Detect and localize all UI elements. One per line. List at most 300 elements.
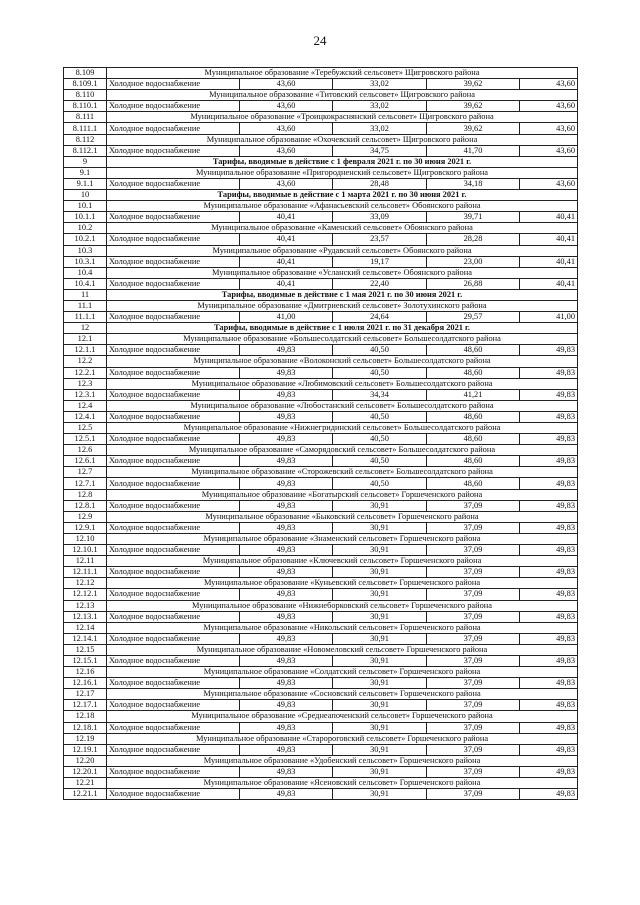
tariff-value-2: 30,91	[333, 744, 427, 755]
tariff-value-2: 30,91	[333, 567, 427, 578]
municipality-title-row	[64, 378, 578, 389]
tariff-value-3: 41,70	[427, 145, 520, 156]
tariff-value-4: 43,60	[520, 145, 578, 156]
table-row	[64, 345, 578, 356]
table-row	[64, 655, 578, 666]
row-number: 11.1.1	[64, 312, 107, 323]
tariff-value-3: 37,09	[427, 744, 520, 755]
municipality-title: Муниципальное образование «Любимовский сельсовет» Большесолдатского района	[107, 378, 578, 389]
tariff-value-4: 49,83	[520, 633, 578, 644]
row-number: 8.110.1	[64, 101, 107, 112]
tariff-value-3: 37,09	[427, 567, 520, 578]
municipality-title: Муниципальное образование «Удобенский сельсовет» Горшеченского района	[107, 755, 578, 766]
municipality-title: Муниципальное образование «Никольский сельсовет» Горшеченского района	[107, 622, 578, 633]
section-header-row	[64, 323, 578, 334]
tariff-value-2: 19,17	[333, 256, 427, 267]
service-name: Холодное водоснабжение	[107, 345, 240, 356]
row-number: 12.12	[64, 578, 107, 589]
table-row	[64, 611, 578, 622]
tariff-value-1: 49,83	[240, 633, 333, 644]
table-row	[64, 212, 578, 223]
municipality-title: Муниципальное образование «Усланский сельсовет» Обоянского района	[107, 267, 578, 278]
tariff-value-2: 40,50	[333, 478, 427, 489]
table-row	[64, 456, 578, 467]
row-number: 12.14.1	[64, 633, 107, 644]
municipality-title-row	[64, 167, 578, 178]
municipality-title: Муниципальное образование «Охочевский сельсовет» Щигровского района	[107, 134, 578, 145]
row-number: 12	[64, 323, 107, 334]
tariff-value-4: 49,83	[520, 567, 578, 578]
table-row	[64, 101, 578, 112]
table-row	[64, 522, 578, 533]
tariff-value-1: 49,83	[240, 522, 333, 533]
tariff-value-2: 40,50	[333, 434, 427, 445]
tariff-value-1: 49,83	[240, 567, 333, 578]
municipality-title: Муниципальное образование «Рудавский сельсовет» Обоянского района	[107, 245, 578, 256]
row-number: 12.21.1	[64, 789, 107, 800]
table-row	[64, 722, 578, 733]
tariff-value-1: 49,83	[240, 434, 333, 445]
tariff-value-3: 23,00	[427, 256, 520, 267]
tariff-value-4: 49,83	[520, 611, 578, 622]
tariff-value-2: 40,50	[333, 456, 427, 467]
tariff-value-3: 34,18	[427, 178, 520, 189]
municipality-title-row	[64, 733, 578, 744]
tariff-value-3: 37,09	[427, 700, 520, 711]
service-name: Холодное водоснабжение	[107, 256, 240, 267]
tariff-value-4: 49,83	[520, 389, 578, 400]
service-name: Холодное водоснабжение	[107, 500, 240, 511]
row-number: 12.6.1	[64, 456, 107, 467]
municipality-title-row	[64, 778, 578, 789]
service-name: Холодное водоснабжение	[107, 389, 240, 400]
municipality-title-row	[64, 578, 578, 589]
municipality-title-row	[64, 511, 578, 522]
row-number: 9.1	[64, 167, 107, 178]
tariff-value-4: 49,83	[520, 411, 578, 422]
row-number: 10.1	[64, 201, 107, 212]
tariff-value-2: 30,91	[333, 655, 427, 666]
section-header-row	[64, 190, 578, 201]
municipality-title: Муниципальное образование «Сторожевский сельсовет» Большесолдатского района	[107, 467, 578, 478]
table-row	[64, 766, 578, 777]
tariff-value-1: 49,83	[240, 456, 333, 467]
tariff-value-2: 30,91	[333, 700, 427, 711]
row-number: 10.1.1	[64, 212, 107, 223]
tariff-value-2: 30,91	[333, 633, 427, 644]
tariff-value-2: 24,64	[333, 312, 427, 323]
municipality-title-row	[64, 556, 578, 567]
tariff-value-4: 49,83	[520, 522, 578, 533]
tariff-value-2: 30,91	[333, 589, 427, 600]
section-title: Тарифы, вводимые в действие с 1 марта 2021 г. по 30 июня 2021 г.	[107, 190, 578, 201]
tariff-value-3: 37,09	[427, 655, 520, 666]
row-number: 8.111	[64, 112, 107, 123]
tariff-value-3: 48,60	[427, 478, 520, 489]
row-number: 10.3	[64, 245, 107, 256]
service-name: Холодное водоснабжение	[107, 367, 240, 378]
municipality-title-row	[64, 600, 578, 611]
tariff-value-3: 37,09	[427, 589, 520, 600]
table-row	[64, 500, 578, 511]
tariff-value-2: 33,09	[333, 212, 427, 223]
service-name: Холодное водоснабжение	[107, 145, 240, 156]
service-name: Холодное водоснабжение	[107, 545, 240, 556]
tariff-value-4: 49,83	[520, 722, 578, 733]
row-number: 12.16	[64, 667, 107, 678]
tariff-value-2: 40,50	[333, 367, 427, 378]
municipality-title-row	[64, 667, 578, 678]
tariff-value-1: 49,83	[240, 367, 333, 378]
municipality-title: Муниципальное образование «Дмитриевский сельсовет» Золотухинского района	[107, 300, 578, 311]
table-row	[64, 278, 578, 289]
table-row	[64, 312, 578, 323]
municipality-title: Муниципальное образование «Большесолдатский сельсовет» Большесолдатского района	[107, 334, 578, 345]
row-number: 8.110	[64, 90, 107, 101]
municipality-title-row	[64, 711, 578, 722]
row-number: 12.18	[64, 711, 107, 722]
table-row	[64, 178, 578, 189]
tariff-value-1: 49,83	[240, 655, 333, 666]
tariff-value-1: 49,83	[240, 411, 333, 422]
row-number: 12.19.1	[64, 744, 107, 755]
row-number: 10.2	[64, 223, 107, 234]
tariff-value-3: 37,09	[427, 722, 520, 733]
row-number: 12.9	[64, 511, 107, 522]
section-title: Тарифы, вводимые в действие с 1 февраля 2021 г. по 30 июня 2021 г.	[107, 156, 578, 167]
tariff-value-3: 48,60	[427, 367, 520, 378]
row-number: 12.6	[64, 445, 107, 456]
table-row	[64, 633, 578, 644]
tariff-value-2: 30,91	[333, 678, 427, 689]
tariff-value-2: 30,91	[333, 789, 427, 800]
municipality-title-row	[64, 267, 578, 278]
municipality-title-row	[64, 467, 578, 478]
tariff-value-4: 49,83	[520, 744, 578, 755]
service-name: Холодное водоснабжение	[107, 722, 240, 733]
table-row	[64, 123, 578, 134]
tariff-value-2: 23,57	[333, 234, 427, 245]
service-name: Холодное водоснабжение	[107, 411, 240, 422]
municipality-title-row	[64, 644, 578, 655]
service-name: Холодное водоснабжение	[107, 278, 240, 289]
tariff-value-4: 49,83	[520, 478, 578, 489]
municipality-title-row	[64, 134, 578, 145]
tariff-value-2: 34,75	[333, 145, 427, 156]
tariff-value-2: 30,91	[333, 766, 427, 777]
tariff-value-4: 49,83	[520, 434, 578, 445]
tariff-value-2: 28,48	[333, 178, 427, 189]
tariff-value-2: 30,91	[333, 522, 427, 533]
tariff-value-4: 49,83	[520, 500, 578, 511]
row-number: 8.111.1	[64, 123, 107, 134]
tariff-value-4: 43,60	[520, 123, 578, 134]
row-number: 10.4.1	[64, 278, 107, 289]
tariff-value-1: 41,00	[240, 312, 333, 323]
row-number: 12.8.1	[64, 500, 107, 511]
section-header-row	[64, 289, 578, 300]
table-row	[64, 789, 578, 800]
tariff-value-3: 37,09	[427, 678, 520, 689]
tariff-value-4: 40,41	[520, 256, 578, 267]
tariff-value-4: 49,83	[520, 367, 578, 378]
tariff-value-1: 49,83	[240, 500, 333, 511]
row-number: 10.4	[64, 267, 107, 278]
municipality-title-row	[64, 245, 578, 256]
tariff-value-3: 37,09	[427, 789, 520, 800]
municipality-title-row	[64, 356, 578, 367]
tariff-value-1: 49,83	[240, 700, 333, 711]
row-number: 12.1	[64, 334, 107, 345]
section-title: Тарифы, вводимые в действие с 1 июля 2021 г. по 31 декабря 2021 г.	[107, 323, 578, 334]
row-number: 12.17	[64, 689, 107, 700]
tariff-value-1: 40,41	[240, 256, 333, 267]
municipality-title-row	[64, 334, 578, 345]
tariff-value-3: 37,09	[427, 545, 520, 556]
row-number: 12.14	[64, 622, 107, 633]
table-row	[64, 589, 578, 600]
tariff-value-3: 48,60	[427, 434, 520, 445]
tariff-value-1: 40,41	[240, 278, 333, 289]
service-name: Холодное водоснабжение	[107, 101, 240, 112]
table-row	[64, 545, 578, 556]
tariff-value-3: 41,21	[427, 389, 520, 400]
row-number: 12.4.1	[64, 411, 107, 422]
row-number: 12.3	[64, 378, 107, 389]
table-row	[64, 145, 578, 156]
municipality-title-row	[64, 489, 578, 500]
tariff-value-2: 30,91	[333, 500, 427, 511]
municipality-title: Муниципальное образование «Любостанский сельсовет» Большесолдатского района	[107, 400, 578, 411]
row-number: 12.8	[64, 489, 107, 500]
row-number: 12.20	[64, 755, 107, 766]
tariff-value-4: 40,41	[520, 212, 578, 223]
row-number: 12.7.1	[64, 478, 107, 489]
row-number: 12.13.1	[64, 611, 107, 622]
service-name: Холодное водоснабжение	[107, 123, 240, 134]
table-row	[64, 234, 578, 245]
municipality-title-row	[64, 622, 578, 633]
tariff-value-4: 49,83	[520, 589, 578, 600]
tariff-value-4: 43,60	[520, 101, 578, 112]
municipality-title-row	[64, 201, 578, 212]
row-number: 11.1	[64, 300, 107, 311]
tariff-value-1: 40,41	[240, 234, 333, 245]
service-name: Холодное водоснабжение	[107, 589, 240, 600]
municipality-title: Муниципальное образование «Ключевский сельсовет» Горшеченского района	[107, 556, 578, 567]
municipality-title-row	[64, 423, 578, 434]
tariff-value-3: 28,28	[427, 234, 520, 245]
tariff-value-4: 40,41	[520, 234, 578, 245]
municipality-title-row	[64, 300, 578, 311]
municipality-title: Муниципальное образование «Нижнегридинский сельсовет» Большесолдатского района	[107, 423, 578, 434]
row-number: 12.10	[64, 533, 107, 544]
service-name: Холодное водоснабжение	[107, 234, 240, 245]
municipality-title: Муниципальное образование «Знаменский сельсовет» Горшеченского района	[107, 533, 578, 544]
row-number: 12.19	[64, 733, 107, 744]
service-name: Холодное водоснабжение	[107, 478, 240, 489]
service-name: Холодное водоснабжение	[107, 678, 240, 689]
tariff-value-1: 49,83	[240, 345, 333, 356]
row-number: 12.18.1	[64, 722, 107, 733]
tariff-value-1: 49,83	[240, 389, 333, 400]
service-name: Холодное водоснабжение	[107, 655, 240, 666]
tariff-value-2: 34,34	[333, 389, 427, 400]
row-number: 12.9.1	[64, 522, 107, 533]
tariff-value-2: 33,02	[333, 79, 427, 90]
row-number: 12.2	[64, 356, 107, 367]
tariff-value-2: 30,91	[333, 545, 427, 556]
municipality-title: Муниципальное образование «Троицкокраснянский сельсовет» Щигровского района	[107, 112, 578, 123]
service-name: Холодное водоснабжение	[107, 178, 240, 189]
tariff-value-2: 40,50	[333, 411, 427, 422]
row-number: 12.17.1	[64, 700, 107, 711]
row-number: 12.3.1	[64, 389, 107, 400]
tariff-value-3: 37,09	[427, 500, 520, 511]
municipality-title: Муниципальное образование «Волоконский сельсовет» Большесолдатского района	[107, 356, 578, 367]
municipality-title: Муниципальное образование «Куньевский сельсовет» Горшеченского района	[107, 578, 578, 589]
tariff-value-4: 49,83	[520, 345, 578, 356]
service-name: Холодное водоснабжение	[107, 744, 240, 755]
tariff-value-4: 43,60	[520, 178, 578, 189]
service-name: Холодное водоснабжение	[107, 766, 240, 777]
row-number: 11	[64, 289, 107, 300]
municipality-title: Муниципальное образование «Солдатский сельсовет» Горшеченского района	[107, 667, 578, 678]
tariff-value-3: 48,60	[427, 345, 520, 356]
tariff-table-body	[64, 68, 578, 800]
row-number: 12.11	[64, 556, 107, 567]
table-row	[64, 478, 578, 489]
row-number: 12.13	[64, 600, 107, 611]
tariff-value-3: 37,09	[427, 633, 520, 644]
row-number: 12.10.1	[64, 545, 107, 556]
tariff-table	[63, 67, 578, 800]
tariff-value-1: 43,60	[240, 123, 333, 134]
service-name: Холодное водоснабжение	[107, 434, 240, 445]
tariff-value-1: 49,83	[240, 766, 333, 777]
municipality-title: Муниципальное образование «Старороговский сельсовет» Горшеченского района	[107, 733, 578, 744]
table-row	[64, 434, 578, 445]
municipality-title: Муниципальное образование «Ясеновский сельсовет» Горшеченского района	[107, 778, 578, 789]
municipality-title-row	[64, 112, 578, 123]
row-number: 12.7	[64, 467, 107, 478]
municipality-title-row	[64, 223, 578, 234]
row-number: 8.112.1	[64, 145, 107, 156]
row-number: 12.2.1	[64, 367, 107, 378]
tariff-value-1: 43,60	[240, 145, 333, 156]
service-name: Холодное водоснабжение	[107, 611, 240, 622]
tariff-value-4: 49,83	[520, 700, 578, 711]
tariff-value-3: 39,71	[427, 212, 520, 223]
service-name: Холодное водоснабжение	[107, 567, 240, 578]
tariff-value-3: 39,62	[427, 79, 520, 90]
municipality-title: Муниципальное образование «Афанасьевский сельсовет» Обоянского района	[107, 201, 578, 212]
tariff-value-1: 49,83	[240, 478, 333, 489]
municipality-title: Муниципальное образование «Теребужский сельсовет» Щигровского района	[107, 68, 578, 79]
municipality-title: Муниципальное образование «Среднеапоченский сельсовет» Горшеченского района	[107, 711, 578, 722]
tariff-value-1: 43,60	[240, 79, 333, 90]
tariff-value-3: 48,60	[427, 411, 520, 422]
tariff-value-4: 41,00	[520, 312, 578, 323]
tariff-value-2: 30,91	[333, 722, 427, 733]
service-name: Холодное водоснабжение	[107, 312, 240, 323]
tariff-value-4: 43,60	[520, 79, 578, 90]
table-row	[64, 256, 578, 267]
municipality-title: Муниципальное образование «Каменский сельсовет» Обоянского района	[107, 223, 578, 234]
table-row	[64, 389, 578, 400]
tariff-value-1: 49,83	[240, 545, 333, 556]
municipality-title: Муниципальное образование «Сосновский сельсовет» Горшеченского района	[107, 689, 578, 700]
section-title: Тарифы, вводимые в действие с 1 мая 2021 г. по 30 июня 2021 г.	[107, 289, 578, 300]
row-number: 9.1.1	[64, 178, 107, 189]
row-number: 12.5.1	[64, 434, 107, 445]
tariff-value-2: 22,40	[333, 278, 427, 289]
page-number: 24	[313, 33, 327, 48]
row-number: 12.15.1	[64, 655, 107, 666]
service-name: Холодное водоснабжение	[107, 522, 240, 533]
municipality-title-row	[64, 90, 578, 101]
tariff-value-2: 33,02	[333, 123, 427, 134]
tariff-value-3: 39,62	[427, 101, 520, 112]
table-row	[64, 678, 578, 689]
row-number: 10.2.1	[64, 234, 107, 245]
row-number: 8.112	[64, 134, 107, 145]
tariff-value-4: 49,83	[520, 456, 578, 467]
tariff-value-1: 43,60	[240, 101, 333, 112]
tariff-value-1: 49,83	[240, 611, 333, 622]
row-number: 9	[64, 156, 107, 167]
tariff-value-4: 49,83	[520, 766, 578, 777]
tariff-value-2: 40,50	[333, 345, 427, 356]
tariff-value-1: 43,60	[240, 178, 333, 189]
service-name: Холодное водоснабжение	[107, 79, 240, 90]
tariff-value-3: 37,09	[427, 522, 520, 533]
table-row	[64, 79, 578, 90]
row-number: 12.20.1	[64, 766, 107, 777]
municipality-title: Муниципальное образование «Титовский сельсовет» Щигровского района	[107, 90, 578, 101]
tariff-value-1: 49,83	[240, 678, 333, 689]
row-number: 12.15	[64, 644, 107, 655]
table-row	[64, 567, 578, 578]
tariff-value-1: 40,41	[240, 212, 333, 223]
service-name: Холодное водоснабжение	[107, 700, 240, 711]
service-name: Холодное водоснабжение	[107, 633, 240, 644]
row-number: 12.11.1	[64, 567, 107, 578]
row-number: 10.3.1	[64, 256, 107, 267]
municipality-title: Муниципальное образование «Пригородненский сельсовет» Щигровского района	[107, 167, 578, 178]
tariff-value-3: 26,88	[427, 278, 520, 289]
municipality-title: Муниципальное образование «Богатырский сельсовет» Горшеченского района	[107, 489, 578, 500]
table-row	[64, 367, 578, 378]
municipality-title: Муниципальное образование «Новомеловский сельсовет» Горшеченского района	[107, 644, 578, 655]
tariff-value-3: 37,09	[427, 766, 520, 777]
row-number: 12.1.1	[64, 345, 107, 356]
service-name: Холодное водоснабжение	[107, 456, 240, 467]
municipality-title-row	[64, 445, 578, 456]
municipality-title-row	[64, 68, 578, 79]
tariff-value-2: 30,91	[333, 611, 427, 622]
tariff-value-1: 49,83	[240, 744, 333, 755]
tariff-value-4: 49,83	[520, 789, 578, 800]
tariff-value-3: 39,62	[427, 123, 520, 134]
service-name: Холодное водоснабжение	[107, 789, 240, 800]
row-number: 8.109.1	[64, 79, 107, 90]
row-number: 12.21	[64, 778, 107, 789]
row-number: 12.5	[64, 423, 107, 434]
tariff-value-4: 40,41	[520, 278, 578, 289]
tariff-value-3: 29,57	[427, 312, 520, 323]
row-number: 10	[64, 190, 107, 201]
